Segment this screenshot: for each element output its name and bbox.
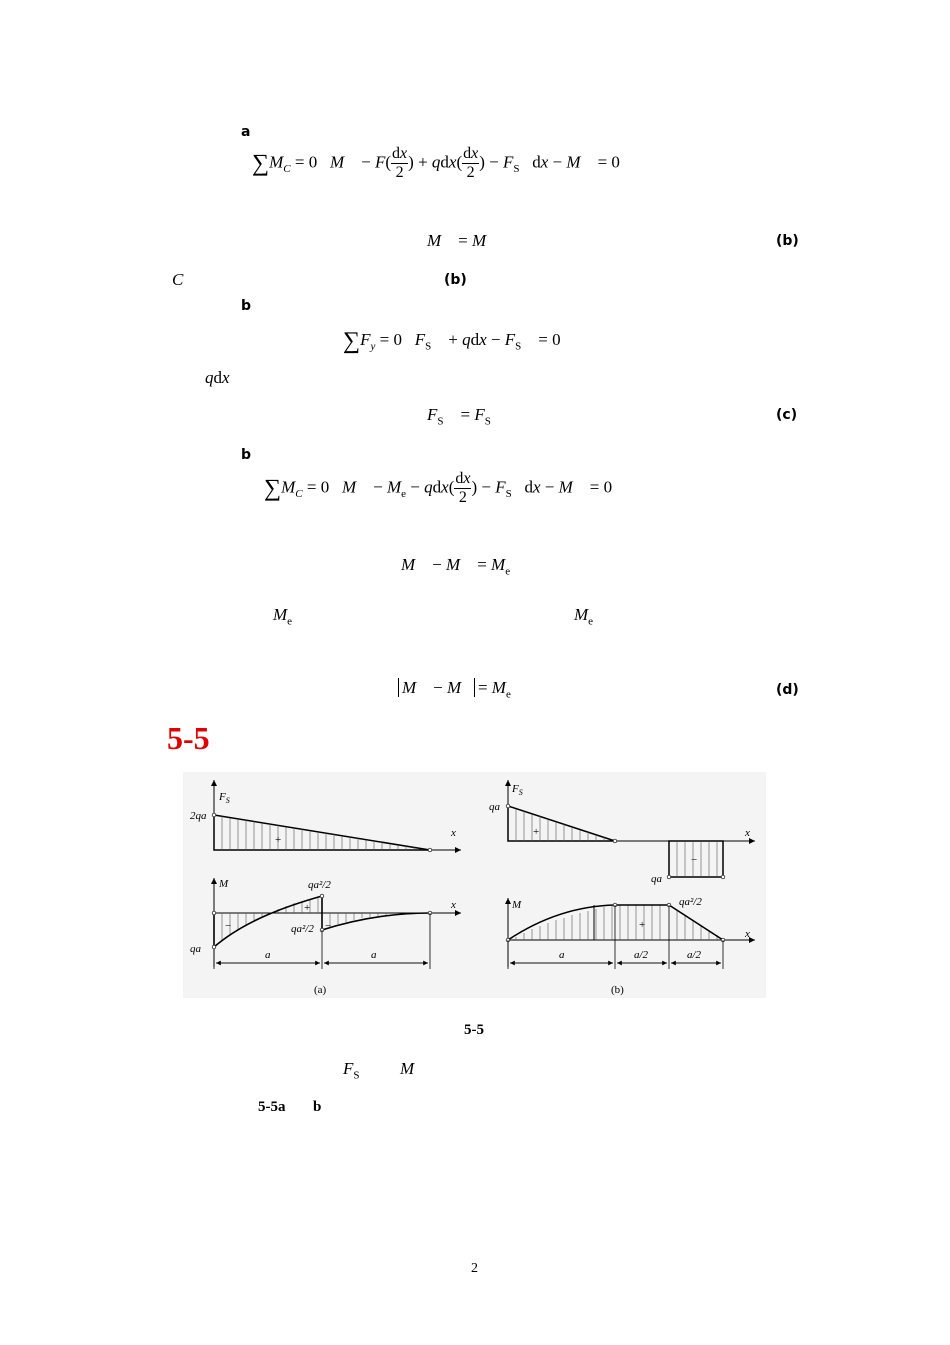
variable-c: C (172, 270, 184, 289)
equation-moment-abs: M − M = $M_e$ (398, 678, 511, 700)
equation-number-c: (c) (776, 407, 798, 423)
panel-b-fs-x-label: x (745, 827, 750, 839)
panel-a-m-axis-label: M (219, 878, 229, 890)
equation-force-sum: $\sum F_y = 0$ $F_S$ + qdx − $F_S$ = 0 (343, 328, 561, 354)
panel-b-minus-sign: − (691, 854, 698, 866)
panel-a-caption: (a) (314, 984, 327, 996)
label-b-second: b (241, 447, 252, 463)
panel-a-plus-sign-m: + (304, 902, 311, 914)
label-b: b (241, 298, 252, 314)
panel-a-shear-diagram (190, 780, 461, 852)
inline-m: M (400, 1059, 415, 1078)
panel-b-m-x-label: x (745, 928, 750, 940)
panel-a-2qa-label: 2qa (190, 810, 207, 822)
panel-a-qa2-label: qa (190, 943, 201, 955)
panel-a-m-x-label: x (451, 899, 456, 911)
equation-moment-sum-2: $\sum M_C = 0$ M − $M_e - qdx$( $\frac{dx}{2}$ ) − $F_S$ dx − M = 0 (264, 470, 613, 506)
label-a: a (241, 124, 251, 140)
panel-b-qa-top-label: qa (489, 801, 500, 813)
panel-a-minus-sign-right: − (325, 920, 332, 932)
panel-b-shear-diagram (489, 780, 755, 885)
inline-me-1: $M_e$ (273, 605, 293, 628)
figure-svg (183, 772, 766, 998)
panel-a-qa2-half-top-label: qa²/2 (308, 879, 331, 891)
equation-number-b: (b) (776, 233, 799, 249)
equation-moment-sum-1: $\sum M_C = 0$ M − F( $\frac{dx}{2}$ ) + qdx( $\frac{dx}{2}$ ) − $F_S$ dx − M = 0 (252, 145, 620, 181)
panel-b-m-axis-label: M (512, 899, 522, 911)
inline-qdx: qdx (205, 368, 230, 387)
panel-a-dim-2: a (371, 949, 377, 961)
panel-b-dim-2: a/2 (634, 949, 649, 961)
inline-fs: $F_S$ (343, 1059, 360, 1082)
inline-me-2: $M_e$ (574, 605, 594, 628)
panel-a-plus-sign: + (275, 834, 282, 846)
section-heading: 5-5 (167, 720, 210, 756)
shear-moment-figure (183, 772, 766, 998)
panel-a-qa2-half-bot-label: qa²/2 (291, 923, 314, 935)
figure-ref-a: 5-5a (258, 1099, 286, 1115)
equation-moment-jump: M − M = $M_e$ (401, 555, 511, 578)
figure-caption: 5-5 (464, 1022, 484, 1038)
panel-b-plus-sign: + (533, 826, 540, 838)
panel-a-dim-1: a (265, 949, 271, 961)
panel-a-fs-axis-label: $F_S$ (219, 791, 230, 805)
figure-ref-b: b (313, 1099, 322, 1115)
reference-b: (b) (444, 272, 467, 288)
panel-b-plus-sign-m: + (639, 919, 646, 931)
panel-b-caption: (b) (611, 984, 624, 996)
panel-b-qa2-half-label: qa²/2 (679, 896, 702, 908)
equation-number-d: (d) (776, 682, 799, 698)
panel-a-minus-sign-left: − (225, 920, 232, 932)
panel-b-fs-axis-label: $F_S$ (512, 783, 523, 797)
panel-b-qa-bot-label: qa (651, 873, 662, 885)
equation-shear-equal: $F_S$ = $F_S$ (427, 405, 491, 428)
panel-b-dim-1: a (559, 949, 565, 961)
panel-a-moment-diagram (190, 878, 461, 967)
equation-moment-equal: M = M (427, 231, 487, 250)
panel-b-dim-3: a/2 (687, 949, 702, 961)
panel-b-moment-diagram (506, 896, 755, 967)
page-number: 2 (471, 1261, 478, 1276)
panel-a-fs-x-label: x (451, 827, 456, 839)
